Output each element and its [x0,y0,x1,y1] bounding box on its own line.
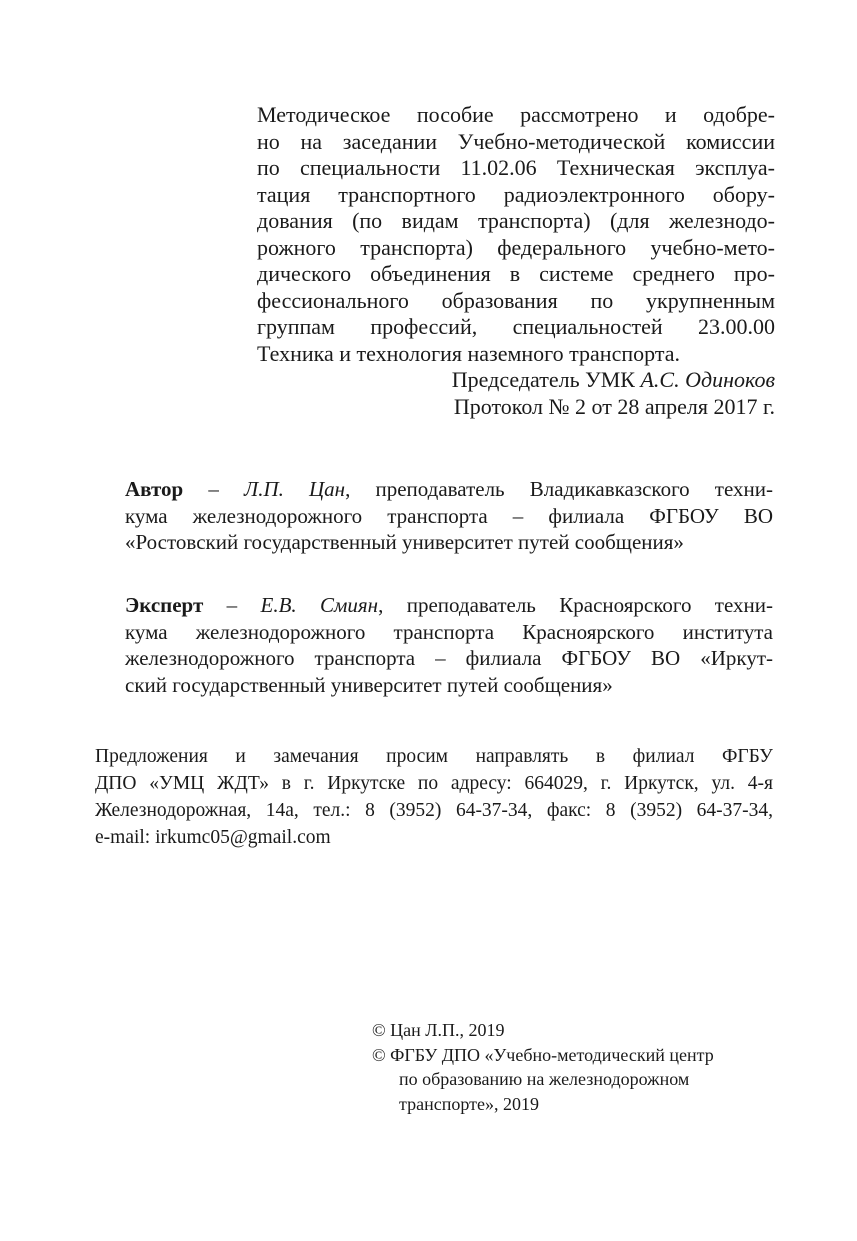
approval-line: тация транспортного радиоэлектронного обору- [257,181,775,207]
author-line [125,476,773,503]
chairman-prefix: Председатель УМК [451,367,641,392]
author-dash: – [183,477,244,501]
copyright-line: по образованию на железнодорожном [399,1069,690,1089]
copyright-line: транспорте», 2019 [399,1093,539,1114]
expert-block [125,592,773,698]
approval-line: рожного транспорта) федерального учебно-мето- [257,234,775,260]
copyright-block [372,1018,782,1116]
approval-line: группам профессий, специальностей 23.00.00 [257,314,775,339]
approval-note [257,102,775,420]
expert-line: ский государственный университет путей сообщения» [125,672,613,697]
approval-line: Техника и технология наземного транспорта. [257,340,680,366]
approval-line: дования (по видам транспорта) (для железнодо- [257,208,775,233]
expert-line: железнодорожного транспорта – филиала ФГБОУ ВО «Иркут- [125,646,773,670]
approval-line: по специальности 11.02.06 Техническая эксплуа- [257,155,775,180]
copyright-line: © ФГБУ ДПО «Учебно-методический центр [372,1044,714,1065]
expert-name: Е.В. Смиян [260,593,379,617]
contacts-line: ДПО «УМЦ ЖДТ» в г. Иркутске по адресу: 664029, г. Иркутск, ул. 4-я [95,773,773,794]
contacts-line: Железнодорожная, 14а, тел.: 8 (3952) 64-37-34, факс: 8 (3952) 64-37-34, [95,800,773,821]
chairman-name: А.С. Одиноков [640,367,775,392]
expert-role: Эксперт [125,593,204,617]
expert-affiliation: , преподаватель Красноярского техни- [378,593,773,617]
author-block [125,476,773,556]
author-line: «Ростовский государственный университет путей сообщения» [125,530,684,554]
author-name: Л.П. Цан [243,477,346,501]
copyright-line: © Цан Л.П., 2019 [372,1020,505,1040]
expert-line: кума железнодорожного транспорта Красноярского института [125,619,773,644]
approval-line: фессионального образования по укрупненным [257,287,775,313]
expert-line [125,592,773,619]
contacts-line: Предложения и замечания просим направлять в филиал ФГБУ [95,746,773,767]
author-line: кума железнодорожного транспорта – филиала ФГБОУ ВО [125,503,773,528]
expert-dash: – [203,593,261,617]
author-affiliation: , преподаватель Владикавказского техни- [345,477,773,501]
approval-line: но на заседании Учебно-методической комиссии [257,128,775,154]
protocol-line: Протокол № 2 от 28 апреля 2017 г. [453,393,775,419]
contacts-block [95,743,773,851]
contacts-email: e-mail: irkumc05@gmail.com [95,827,331,848]
approval-line: дического объединения в системе среднего про- [257,261,775,286]
chairman-line [257,367,775,394]
author-role: Автор [125,477,184,501]
approval-line: Методическое пособие рассмотрено и одобре- [257,102,775,127]
